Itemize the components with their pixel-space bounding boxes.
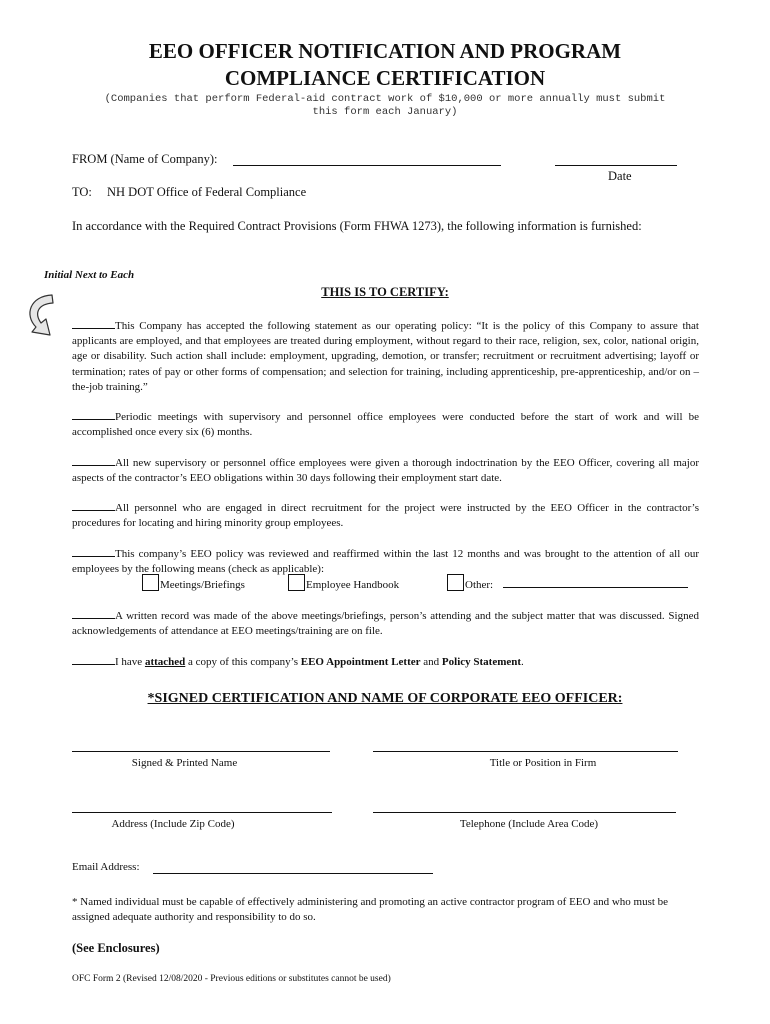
checkbox-label-meetings: Meetings/Briefings — [160, 579, 245, 591]
initial-field-4[interactable] — [72, 499, 115, 511]
signed-heading: *SIGNED CERTIFICATION AND NAME OF CORPORATE EEO OFFICER: — [147, 691, 623, 706]
title-field[interactable] — [373, 751, 678, 752]
date-label: Date — [608, 169, 632, 183]
certify-item-7 — [72, 653, 699, 670]
to-label: TO: — [72, 185, 92, 199]
certify-item-2-text: Periodic meetings with supervisory and personnel office employees were conducted before the start of work and will be accomplished once every six (6) months. — [72, 411, 699, 439]
checkbox-label-other: Other: — [465, 579, 494, 591]
attached-period: . — [521, 656, 524, 668]
telephone-field[interactable] — [373, 812, 676, 813]
attached-and: and — [420, 656, 442, 668]
to-value: NH DOT Office of Federal Compliance — [107, 185, 307, 199]
certify-item-4-text: All personnel who are engaged in direct recruitment for the project were instructed by the EEO Officer in the contractor’s procedures for locating and hiring minority group employees. — [72, 502, 699, 530]
signed-name-field[interactable] — [72, 751, 330, 752]
form-subtitle-line2: this form each January) — [312, 106, 458, 118]
title-label: Title or Position in Firm — [489, 757, 597, 769]
certify-item-3 — [72, 454, 699, 486]
certify-item-3-text: All new supervisory or personnel office employees were given a thorough indoctrination by the EEO Officer, covering all major aspects of the contractor’s EEO obligations within 30 days following their employment start date. — [72, 457, 699, 485]
address-label: Address (Include Zip Code) — [111, 818, 235, 830]
enclosures-note: (See Enclosures) — [72, 941, 160, 955]
initial-field-3[interactable] — [72, 454, 115, 466]
date-field[interactable] — [555, 151, 677, 166]
form-id: OFC Form 2 (Revised 12/08/2020 - Previous editions or substitutes cannot be used) — [72, 974, 391, 984]
attached-policy: Policy Statement — [441, 656, 522, 668]
initial-field-6[interactable] — [72, 607, 115, 619]
from-label: FROM (Name of Company): — [72, 152, 218, 166]
initial-field-2[interactable] — [72, 408, 115, 420]
attached-prefix: I have — [115, 656, 145, 668]
attached-middle: a copy of this company’s — [185, 656, 301, 668]
form-title-line1: EEO OFFICER NOTIFICATION AND PROGRAM — [148, 39, 622, 63]
attached-word: attached — [144, 656, 186, 668]
checkbox-other[interactable] — [447, 574, 493, 591]
certify-item-6 — [72, 607, 699, 639]
certify-item-2 — [72, 408, 699, 440]
checkbox-handbook[interactable] — [288, 574, 399, 591]
checkbox-box-meetings[interactable] — [142, 574, 159, 591]
certify-item-6-text: A written record was made of the above meetings/briefings, person’s attending and the subject matter that was discussed. Signed acknowledgements of attendance at EEO meetings/training are on file. — [72, 610, 699, 638]
email-label: Email Address: — [72, 861, 140, 873]
footnote: * Named individual must be capable of effectively administering and promoting an active contractor program of EEO and who must be assigned adequate authority and responsibility to do so. — [72, 896, 669, 924]
checkbox-box-handbook[interactable] — [288, 574, 305, 591]
certify-item-1 — [72, 317, 699, 395]
company-name-field[interactable] — [233, 151, 501, 166]
initial-note: Initial Next to Each — [44, 269, 135, 281]
certify-item-5 — [72, 545, 699, 577]
initial-field-5[interactable] — [72, 545, 115, 557]
telephone-label: Telephone (Include Area Code) — [459, 818, 599, 830]
address-field[interactable] — [72, 812, 332, 813]
email-field[interactable] — [153, 873, 433, 874]
form-title-line2: COMPLIANCE CERTIFICATION — [224, 66, 546, 90]
other-specify-field[interactable] — [503, 576, 688, 588]
initial-field-1[interactable] — [72, 317, 115, 329]
intro-text: In accordance with the Required Contract Provisions (Form FHWA 1273), the following information is furnished: — [72, 219, 642, 233]
certify-item-4 — [72, 499, 699, 531]
checkbox-box-other[interactable] — [447, 574, 464, 591]
checkbox-label-handbook: Employee Handbook — [306, 579, 400, 591]
signed-name-label: Signed & Printed Name — [131, 757, 238, 769]
checkbox-meetings[interactable] — [142, 574, 245, 591]
initial-field-7[interactable] — [72, 653, 115, 665]
attached-letter: EEO Appointment Letter — [300, 656, 421, 668]
certify-heading: THIS IS TO CERTIFY: — [321, 285, 449, 299]
certify-item-5-text: This company’s EEO policy was reviewed and reaffirmed within the last 12 months and was brought to the attention of all our employees by the following means (check as applicable): — [72, 548, 699, 576]
form-subtitle-line1: (Companies that perform Federal-aid contract work of $10,000 or more annually must submit — [104, 93, 666, 105]
certify-item-1-text: This Company has accepted the following statement as our operating policy: “It is the policy of this Company to assure that applicants are employed, and that employees are treated during employment, without regard to their race, religion, sex, color, national origin, age or disability. Such action shall include: employment, upgrading, demotion, or transfer; recruitment or recruitment advertising; layoff or termination; rates of pay or other forms of compensation; and selection for training, including apprenticeship, pre-apprenticeship, and/or on –the-job training.” — [72, 320, 699, 393]
